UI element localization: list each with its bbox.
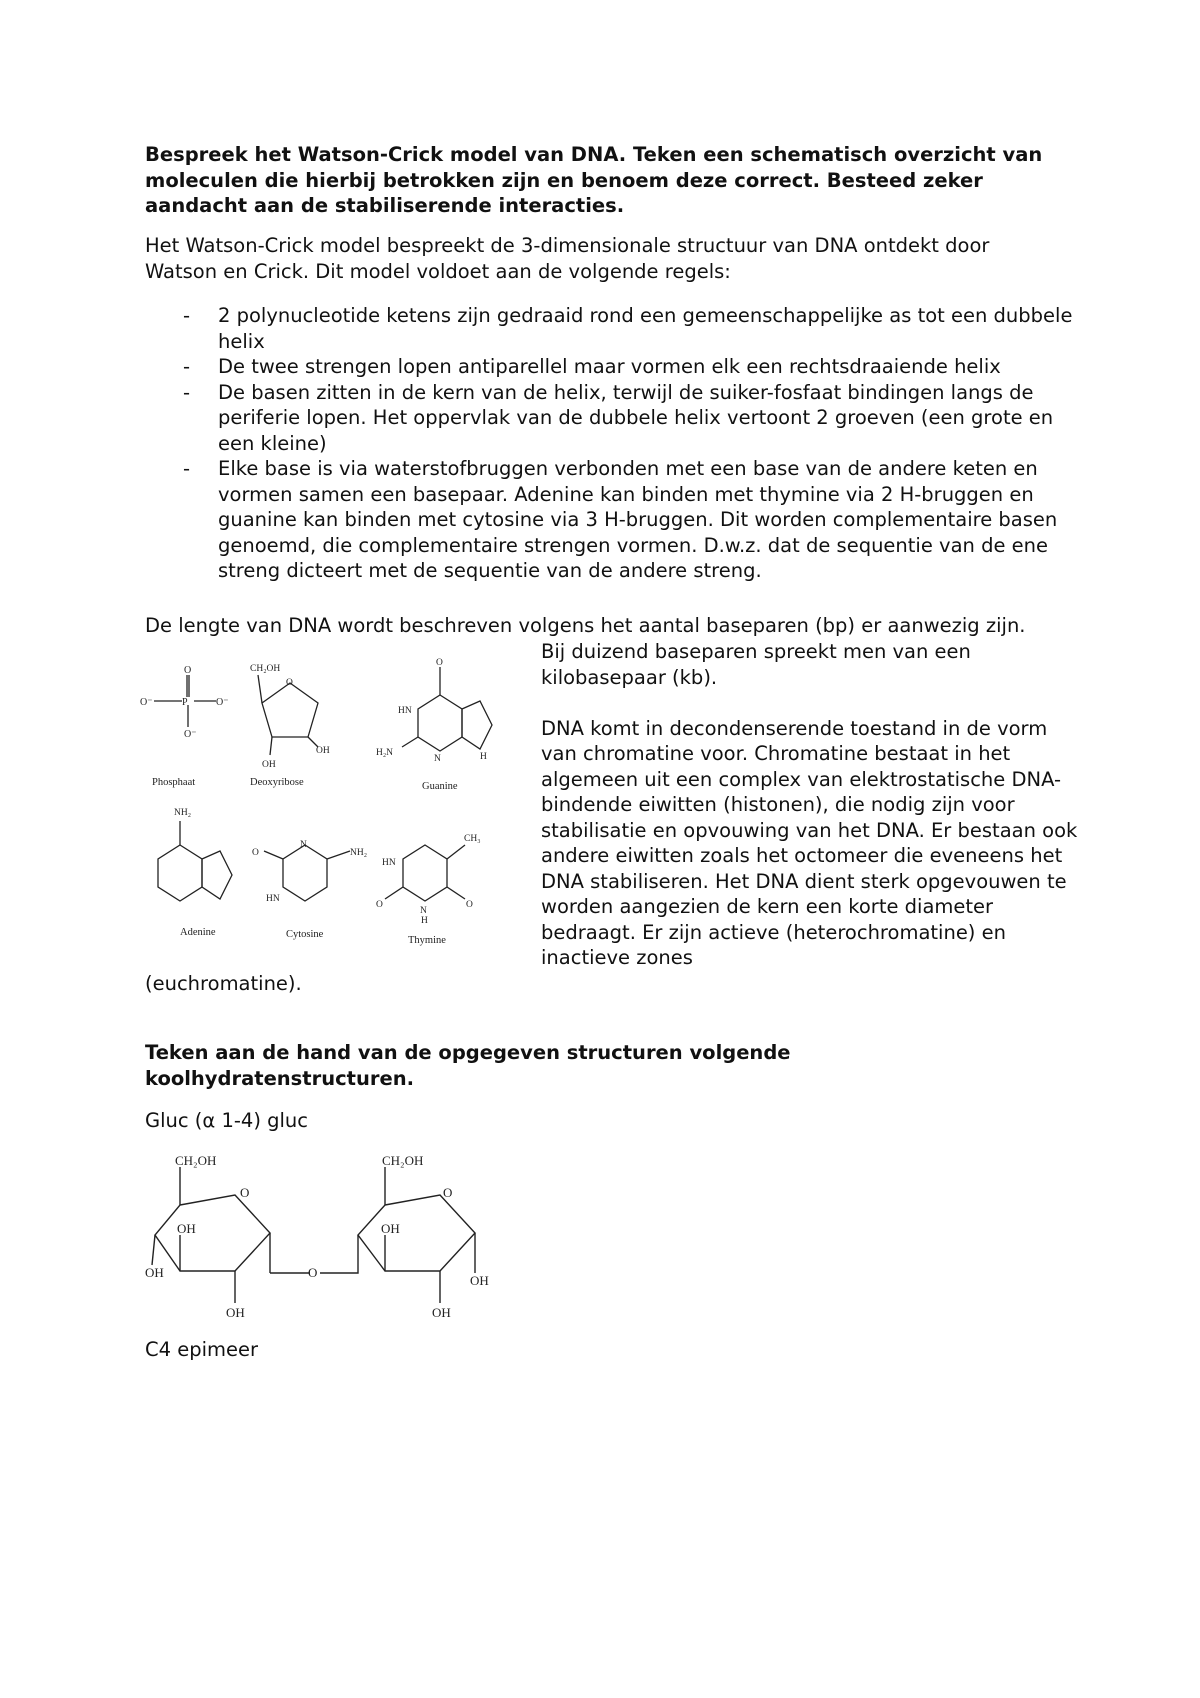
- list-item-text: Elke base is via waterstofbruggen verbonden met een base van de andere keten en vormen samen een basepaar. Adenine kan binden met thymine via 2 H-bruggen en guanine kan binden met cytosine via 3 H-bruggen. Dit worden complementaire basen genoemd, die complementaire strengen vormen. D.w.z. dat de sequentie van de ene streng dicteert met de sequentie van de andere streng.: [218, 457, 1058, 582]
- bullet-marker: -: [183, 355, 191, 378]
- guanine-h: H: [480, 752, 487, 762]
- left-oh-3: OH: [177, 1221, 196, 1236]
- chromatine-paragraph: DNA komt in decondenserende toestand in de vorm van chromatine voor. Chromatine bestaat in het algemeen uit een complex van elektrostatische DNA-bindende eiwitten (histonen), die nodig zijn voor stabilisatie en opvouwing van het DNA. Er bestaan ook andere eiwitten zoals het octomeer die eveneens het DNA stabiliseren. Het DNA dient sterk opgevouwen te worden aangezien de kern een korte diameter bedraagt. Er zijn actieve (heterochromatine) en inactieve zones: [541, 716, 1078, 969]
- question-heading-carbohydrates: Teken aan de hand van de opgegeven structuren volgende koolhydratenstructuren.: [145, 1041, 791, 1090]
- thymine-structure: [376, 834, 481, 946]
- thymine-hn: HN: [382, 858, 396, 868]
- guanine-o: O: [436, 658, 443, 668]
- guanine-label: Guanine: [422, 781, 458, 792]
- list-item-text: De basen zitten in de kern van de helix, terwijl de suiker-fosfaat bindingen langs de periferie lopen. Het oppervlak van de dubbele helix vertoont 2 groeven (een grote en een kleine): [218, 380, 1054, 455]
- left-oh-2: OH: [226, 1305, 245, 1320]
- list-item-text: 2 polynucleotide ketens zijn gedraaid rond een gemeenschappelijke as tot een dubbele helix: [218, 304, 1073, 353]
- list-item: [145, 354, 1075, 380]
- left-oh-4: OH: [145, 1265, 164, 1280]
- phosphate-p: P: [182, 697, 188, 708]
- thymine-n: N: [420, 906, 427, 916]
- phosphate-label: Phosphaat: [152, 777, 196, 788]
- thymine-o-left: O: [376, 900, 383, 910]
- kilobase-paragraph: Bij duizend baseparen spreekt men van een kilobasepaar (kb).: [541, 640, 971, 689]
- cytosine-o: O: [252, 848, 259, 858]
- left-ring-o: O: [240, 1185, 250, 1200]
- glucose-ring-left: [145, 1153, 310, 1320]
- adenine-structure: [158, 808, 232, 938]
- right-ring-o: O: [443, 1185, 453, 1200]
- glucose-ring-right: [320, 1153, 489, 1320]
- phosphate-o-left: O⁻: [140, 697, 153, 708]
- bullet-marker: -: [183, 457, 191, 480]
- guanine-n: N: [434, 754, 441, 764]
- deoxyribose-oh-bottom: OH: [262, 760, 276, 770]
- bullet-marker: -: [183, 304, 191, 327]
- phosphate-o-right: O⁻: [216, 697, 229, 708]
- cytosine-hn: HN: [266, 894, 280, 904]
- phosphate-o-bottom: O⁻: [184, 729, 197, 740]
- gluc-label: Gluc (α 1-4) gluc: [145, 1109, 308, 1132]
- bullet-marker: -: [183, 380, 191, 404]
- cytosine-n: N: [300, 840, 307, 850]
- cytosine-label: Cytosine: [286, 929, 324, 940]
- c4-epimeer-label: C4 epimeer: [145, 1338, 259, 1361]
- right-ch2oh: CH₂OH: [382, 1153, 424, 1168]
- list-item: [145, 456, 1075, 584]
- right-oh-2: OH: [432, 1305, 451, 1320]
- rules-list: [145, 303, 1075, 584]
- chromatine-text-column: [541, 639, 1081, 971]
- deoxyribose-structure: [250, 664, 330, 788]
- right-oh-3: OH: [381, 1221, 400, 1236]
- intro-paragraph: Het Watson-Crick model bespreekt de 3-dimensionale structuur van DNA ontdekt door Watson en Crick. Dit model voldoet aan de volgende regels:: [145, 234, 990, 283]
- deoxyribose-label: Deoxyribose: [250, 777, 304, 788]
- list-item: [145, 303, 1075, 354]
- deoxyribose-ch2oh: CH₂OH: [250, 664, 281, 674]
- question-heading-dna: Bespreek het Watson-Crick model van DNA. Teken een schematisch overzicht van moleculen die hierbij betrokken zijn en benoem deze correct. Besteed zeker aandacht aan de stabiliserende interacties.: [145, 143, 1043, 217]
- guanine-structure: [376, 658, 492, 792]
- left-ch2oh: CH₂OH: [175, 1153, 217, 1168]
- right-oh-1: OH: [470, 1273, 489, 1288]
- phosphate-structure: [140, 665, 229, 788]
- thymine-o-right: O: [466, 900, 473, 910]
- cytosine-nh2: NH₂: [350, 848, 368, 858]
- cytosine-structure: [252, 840, 367, 940]
- thymine-label: Thymine: [408, 935, 446, 946]
- deoxyribose-o: O: [286, 678, 293, 688]
- euchromatine-text: (euchromatine).: [145, 972, 302, 995]
- glycosidic-o: O: [308, 1265, 318, 1280]
- adenine-nh2: NH₂: [174, 808, 192, 818]
- deoxyribose-oh-right: OH: [316, 746, 330, 756]
- guanine-h2n: H₂N: [376, 748, 394, 758]
- thymine-ch3: CH₃: [464, 834, 481, 844]
- maltose-structure-figure: [140, 1145, 510, 1325]
- dna-length-sentence: De lengte van DNA wordt beschreven volgens het aantal baseparen (bp) er aanwezig zijn.: [145, 614, 1026, 637]
- adenine-label: Adenine: [180, 927, 216, 938]
- guanine-hn: HN: [398, 706, 412, 716]
- phosphate-o-top: O: [184, 665, 192, 676]
- list-item-text: De twee strengen lopen antiparellel maar vormen elk een rechtsdraaiende helix: [218, 355, 1001, 378]
- dna-molecules-figure: [140, 655, 525, 965]
- list-item: [145, 380, 1075, 457]
- thymine-h: H: [421, 916, 428, 926]
